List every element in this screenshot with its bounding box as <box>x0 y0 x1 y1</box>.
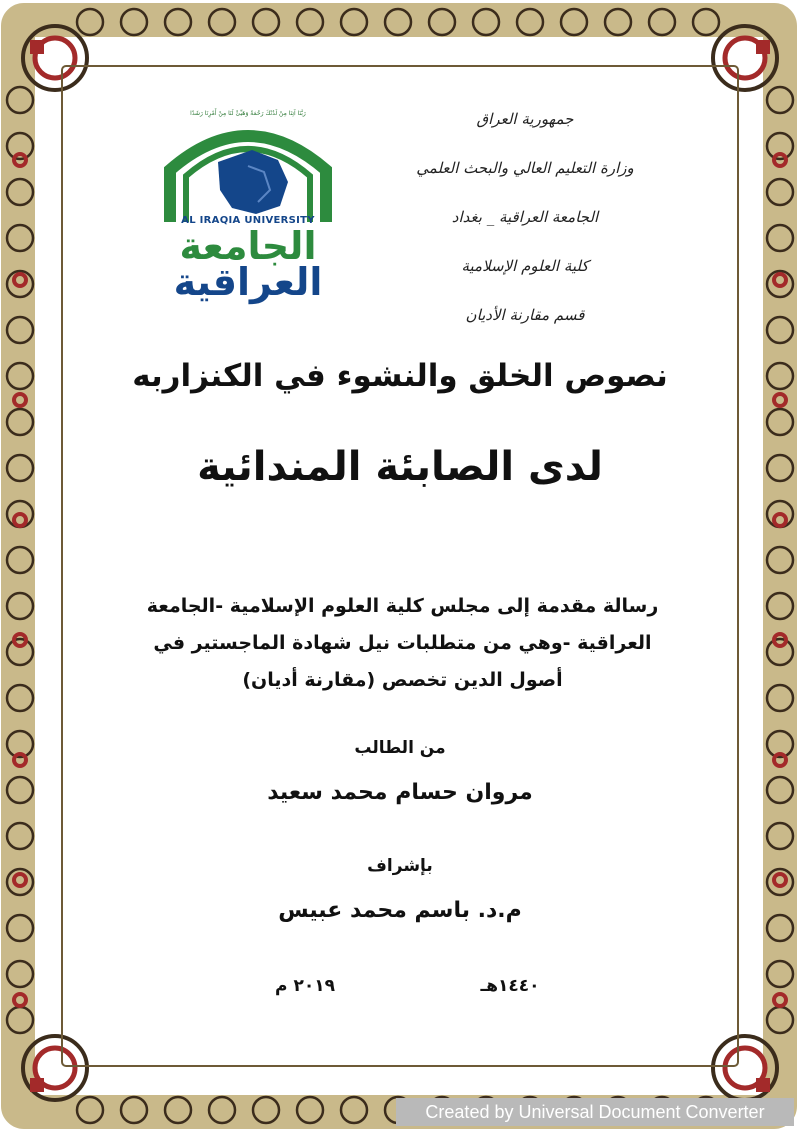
logo-arabic-name <box>160 224 336 304</box>
date-hijri: ١٤٤٠هـ <box>480 976 540 996</box>
header-ministry: وزارة التعليم العالي والبحث العلمي <box>416 159 634 177</box>
university-logo <box>160 110 336 308</box>
student-label: من الطالب <box>354 738 446 758</box>
logo-english-name: AL IRAQIA UNIVERSITY <box>181 215 315 226</box>
supervisor-label: بإشراف <box>367 856 433 876</box>
header-college: كلية العلوم الإسلامية <box>461 257 589 275</box>
description-line3: أصول الدين تخصص (مقارنة أديان) <box>242 669 563 691</box>
description-line2: العراقية -وهي من متطلبات نيل شهادة الماجستير في <box>153 632 652 654</box>
logo-arch-inscription: رَبَّنَا آتِنَا مِنْ لَدُنْكَ رَحْمَةً وَهَيِّئْ لَنَا مِنْ أَمْرِنَا رَشَدًا <box>190 110 306 117</box>
description-line1: رسالة مقدمة إلى مجلس كلية العلوم الإسلامية -الجامعة <box>146 595 659 617</box>
header-country: جمهورية العراق <box>476 110 574 128</box>
thesis-description <box>130 588 675 699</box>
corner-ornament-top-right <box>713 26 777 90</box>
student-name: مروان حسام محمد سعيد <box>267 780 533 805</box>
thesis-title-line2: لدى الصابئة المندائية <box>197 444 603 490</box>
supervisor-name: م.د. باسم محمد عبيس <box>278 898 522 923</box>
corner-ornament-bottom-left <box>23 1036 87 1100</box>
thesis-title-line1: نصوص الخلق والنشوء في الكنزاربه <box>132 358 668 394</box>
logo-arabic-line2: العراقية <box>173 260 323 304</box>
date-gregorian: ٢٠١٩ م <box>275 976 335 996</box>
converter-watermark: Created by Universal Document Converter <box>396 1098 794 1126</box>
corner-ornament-bottom-right <box>713 1036 777 1100</box>
logo-arabic-line1: الجامعة <box>179 224 317 268</box>
institution-header <box>360 95 690 340</box>
corner-ornament-top-left <box>23 26 87 90</box>
header-university: الجامعة العراقية _ بغداد <box>451 208 599 226</box>
header-department: قسم مقارنة الأديان <box>465 306 585 324</box>
logo-arch-emblem <box>160 110 336 228</box>
